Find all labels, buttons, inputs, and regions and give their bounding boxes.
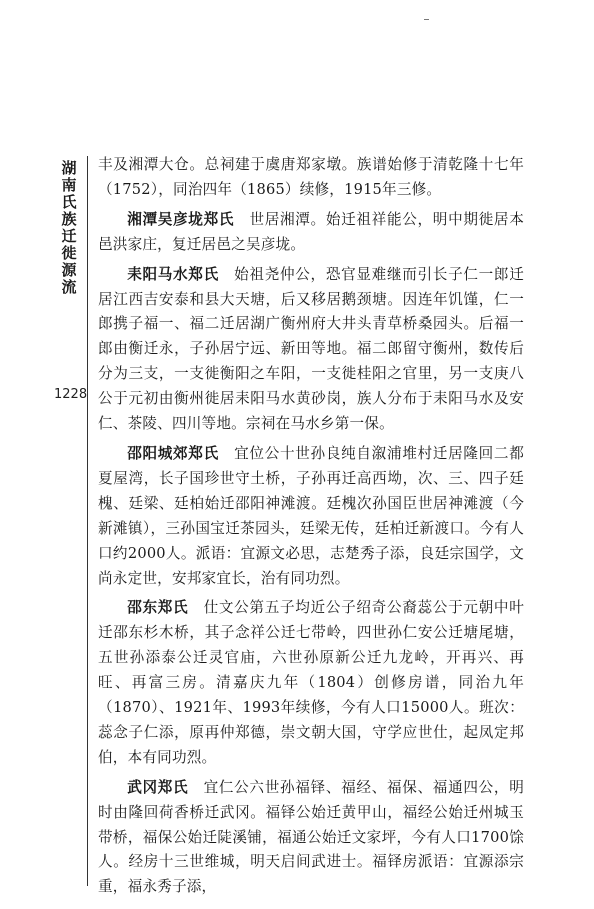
stray-mark (424, 19, 429, 20)
paragraph-shaodong (98, 596, 524, 770)
paragraph-text: 始祖尧仲公，恐官显难继而引长子仁一郎迁居江西吉安泰和县大天塘，后又移居鹅颈塘。因连年饥馑，仁一郎携子福一、福二迁居湖广衡州府大井头青草桥桑园头。后福一郎由衡迁永，子孙居宁远、新田等地。福二郎留守衡州，数传后分为三支，一支徙衡阳之车阳，一支徙桂阳之官里，另一支庚八公于元初由衡州徙居耒阳马水黄砂岗，族人分布于耒阳马水及安仁、茶陵、四川等地。宗祠在马水乡第一保。 (98, 265, 524, 433)
paragraph-text: 宜仁公六世孙福铎、福经、福保、福通四公，明时由隆回荷香桥迁武冈。福铎公始迁黄甲山，福经公始迁州城玉带桥，福保公始迁陡溪铺，福通公始迁文家坪，今有人口1700馀人。经房十三世维城，明天启间武进士。福铎房派语：宜源添宗重，福永秀子添， (98, 778, 524, 896)
page-number: 1228 (54, 387, 88, 402)
paragraph-heading: 武冈郑氏 (127, 778, 189, 796)
paragraph-continued (98, 153, 524, 203)
paragraph-heading: 耒阳马水郑氏 (127, 265, 219, 283)
paragraph-heading: 邵阳城郊郑氏 (127, 444, 219, 462)
paragraph-heading: 邵东郑氏 (127, 599, 189, 617)
running-head-title: 湖南氏族迁徙源流 (61, 159, 77, 296)
paragraph-leiyang-mashui (98, 263, 524, 437)
paragraph-text: 世居湘潭。始迁祖祥能公，明中期徙居本邑洪家庄，复迁居邑之吴彦垅。 (98, 210, 524, 253)
paragraph-heading: 湘潭吴彦垅郑氏 (127, 210, 235, 228)
paragraph-text: 仕文公第五子均近公子绍奇公裔蕊公于元朝中叶迁邵东杉木桥，其子念祥公迁七带岭，四世孙仁安公迁塘尾塘，五世孙添泰公迁灵官庙，六世孙原新公迁九龙岭，开再兴、再旺、再富三房。清嘉庆九年（1804）创修房谱，同治九年（1870）、1921年、1993年续修，今有人口15000人。班次：蕊念子仁添，原再仲郑德，崇文朝大国，守学应世仕，起凤定邦伯，本有同功烈。 (98, 599, 524, 766)
margin-rule (87, 156, 88, 886)
paragraph-xiangtan-wuyanlong (98, 208, 524, 258)
paragraph-text: 宜位公十世孙良纯自溆浦堆村迁居隆回二都夏屋湾，长子国珍世守土桥，子孙再迁高西坳，次、三、四子廷槐、廷梁、廷柏始迁邵阳神滩渡。廷槐次孙国臣世居神滩渡（今新滩镇），三孙国宝迁茶园头，廷梁无传，廷柏迁新渡口。今有人口约2000人。派语：宜源文必思，志楚秀子添，良廷宗国学，文尚永定世，安邦家宜长，治有同功烈。 (98, 444, 524, 587)
paragraph-shaoyang-chengjiao (98, 442, 524, 591)
paragraph-text: 丰及湘潭大仓。总祠建于虞唐郑家墩。族谱始修于清乾隆十七年（1752），同治四年（1865）续修，1915年三修。 (98, 156, 524, 198)
main-text (98, 153, 524, 905)
paragraph-wugang (98, 776, 524, 901)
